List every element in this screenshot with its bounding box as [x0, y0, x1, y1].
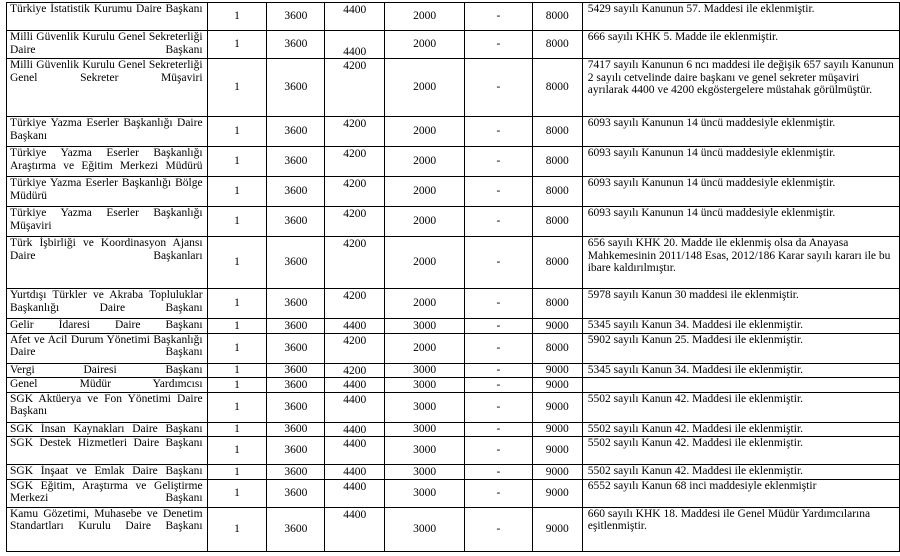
table-row	[7, 363, 900, 378]
dash-cell: -	[465, 507, 533, 551]
position-indicator-cell: 2000	[385, 147, 465, 177]
total-cell: 9000	[532, 507, 582, 551]
ek-indicator-cell: 4400	[325, 465, 385, 480]
position-indicator-cell: 3000	[385, 378, 465, 393]
table-row	[7, 378, 900, 393]
total-cell: 8000	[532, 289, 582, 319]
table-row	[7, 507, 900, 551]
indicator-cell: 3600	[267, 117, 325, 147]
count-cell: 1	[207, 207, 267, 237]
indicator-cell: 3600	[267, 59, 325, 117]
table-row	[7, 465, 900, 480]
table-row	[7, 333, 900, 363]
count-cell: 1	[207, 3, 267, 31]
ek-indicator-cell: 4200	[325, 289, 385, 319]
note-cell: 5502 sayılı Kanun 42. Maddesi ile eklenmiştir.	[582, 437, 899, 465]
dash-cell: -	[465, 289, 533, 319]
dash-cell: -	[465, 59, 533, 117]
note-cell: 5502 sayılı Kanun 42. Maddesi ile eklenmiştir.	[582, 465, 899, 480]
table-row	[7, 437, 900, 465]
note-cell	[582, 378, 899, 393]
table-row	[7, 289, 900, 319]
total-cell: 9000	[532, 437, 582, 465]
indicator-cell: 3600	[267, 177, 325, 207]
ek-indicator-cell: 4400	[325, 507, 385, 551]
ek-indicator-cell: 4200	[325, 237, 385, 289]
total-cell: 9000	[532, 319, 582, 334]
dash-cell: -	[465, 237, 533, 289]
indicator-cell: 3600	[267, 378, 325, 393]
position-title: Vergi Dairesi Başkanı	[7, 363, 208, 378]
total-cell: 8000	[532, 333, 582, 363]
indicator-cell: 3600	[267, 363, 325, 378]
position-indicator-cell: 2000	[385, 3, 465, 31]
indicator-cell: 3600	[267, 437, 325, 465]
table-row	[7, 31, 900, 59]
total-cell: 8000	[532, 3, 582, 31]
dash-cell: -	[465, 147, 533, 177]
ek-indicator-cell: 4400	[325, 3, 385, 31]
count-cell: 1	[207, 507, 267, 551]
position-indicator-cell: 3000	[385, 363, 465, 378]
count-cell: 1	[207, 363, 267, 378]
position-indicator-cell: 2000	[385, 117, 465, 147]
position-indicator-cell: 3000	[385, 437, 465, 465]
note-cell: 5345 sayılı Kanun 34. Maddesi ile eklenmiştir.	[582, 363, 899, 378]
position-title: SGK İnsan Kaynakları Daire Başkanı	[7, 422, 208, 437]
position-title: SGK Eğitim, Araştırma ve Geliştirme Merkezi Başkanı	[7, 479, 208, 507]
indicator-cell: 3600	[267, 392, 325, 422]
count-cell: 1	[207, 117, 267, 147]
indicator-cell: 3600	[267, 3, 325, 31]
count-cell: 1	[207, 333, 267, 363]
dash-cell: -	[465, 422, 533, 437]
position-indicator-cell: 2000	[385, 59, 465, 117]
position-title: Türkiye İstatistik Kurumu Daire Başkanı	[7, 3, 208, 31]
dash-cell: -	[465, 333, 533, 363]
position-title: SGK İnşaat ve Emlak Daire Başkanı	[7, 465, 208, 480]
total-cell: 8000	[532, 237, 582, 289]
total-cell: 9000	[532, 392, 582, 422]
table-row	[7, 147, 900, 177]
dash-cell: -	[465, 465, 533, 480]
note-cell: 5502 sayılı Kanun 42. Maddesi ile eklenmiştir.	[582, 422, 899, 437]
position-title: Afet ve Acil Durum Yönetimi Başkanlığı Daire Başkanı	[7, 333, 208, 363]
position-title: Milli Güvenlik Kurulu Genel Sekreterliği Genel Sekreter Müşaviri	[7, 59, 208, 117]
indicator-cell: 3600	[267, 507, 325, 551]
table-row	[7, 319, 900, 334]
dash-cell: -	[465, 31, 533, 59]
total-cell: 8000	[532, 31, 582, 59]
indicator-cell: 3600	[267, 31, 325, 59]
ek-indicator-cell: 4200	[325, 59, 385, 117]
total-cell: 8000	[532, 117, 582, 147]
dash-cell: -	[465, 378, 533, 393]
position-indicator-cell: 3000	[385, 392, 465, 422]
note-cell: 6093 sayılı Kanunun 14 üncü maddesiyle eklenmiştir.	[582, 117, 899, 147]
total-cell: 8000	[532, 59, 582, 117]
position-title: SGK Aktüerya ve Fon Yönetimi Daire Başkanı	[7, 392, 208, 422]
ek-indicator-cell: 4400	[325, 378, 385, 393]
indicator-cell: 3600	[267, 147, 325, 177]
note-cell: 7417 sayılı Kanunun 6 ncı maddesi ile değişik 657 sayılı Kanunun 2 sayılı cetvelinde daire başkanı ve genel sekreter müşaviri ayrılarak 4400 ve 4200 ekgöstergelere müstahak görülmüştür.	[582, 59, 899, 117]
note-cell: 656 sayılı KHK 20. Madde ile eklenmiş olsa da Anayasa Mahkemesinin 2011/148 Esas, 2012/186 Karar sayılı kararı ile bu ibare kaldırılmıştır.	[582, 237, 899, 289]
ek-indicator-cell: 4200	[325, 207, 385, 237]
dash-cell: -	[465, 479, 533, 507]
note-cell: 660 sayılı KHK 18. Maddesi ile Genel Müdür Yardımcılarına eşitlenmiştir.	[582, 507, 899, 551]
table-row	[7, 392, 900, 422]
table-row	[7, 237, 900, 289]
position-indicator-cell: 2000	[385, 207, 465, 237]
table-row	[7, 479, 900, 507]
count-cell: 1	[207, 177, 267, 207]
total-cell: 8000	[532, 147, 582, 177]
salary-table	[6, 2, 900, 552]
count-cell: 1	[207, 59, 267, 117]
table-row	[7, 207, 900, 237]
total-cell: 8000	[532, 207, 582, 237]
total-cell: 9000	[532, 363, 582, 378]
indicator-cell: 3600	[267, 465, 325, 480]
table-row	[7, 59, 900, 117]
position-indicator-cell: 3000	[385, 479, 465, 507]
indicator-cell: 3600	[267, 289, 325, 319]
position-indicator-cell: 2000	[385, 289, 465, 319]
table-row	[7, 422, 900, 437]
dash-cell: -	[465, 3, 533, 31]
dash-cell: -	[465, 117, 533, 147]
count-cell: 1	[207, 437, 267, 465]
ek-indicator-cell: 4400	[325, 392, 385, 422]
ek-indicator-cell: 4400	[325, 31, 385, 59]
dash-cell: -	[465, 177, 533, 207]
indicator-cell: 3600	[267, 479, 325, 507]
position-indicator-cell: 2000	[385, 333, 465, 363]
count-cell: 1	[207, 392, 267, 422]
position-title: Milli Güvenlik Kurulu Genel Sekreterliği Daire Başkanı	[7, 31, 208, 59]
dash-cell: -	[465, 319, 533, 334]
indicator-cell: 3600	[267, 319, 325, 334]
position-title: SGK Destek Hizmetleri Daire Başkanı	[7, 437, 208, 465]
ek-indicator-cell: 4200	[325, 333, 385, 363]
ek-indicator-cell: 4400	[325, 422, 385, 437]
table-row	[7, 117, 900, 147]
position-indicator-cell: 3000	[385, 507, 465, 551]
note-cell: 6093 sayılı Kanunun 14 üncü maddesiyle eklenmiştir.	[582, 177, 899, 207]
count-cell: 1	[207, 465, 267, 480]
table-body	[7, 3, 900, 552]
note-cell: 6093 sayılı Kanunun 14 üncü maddesiyle eklenmiştir.	[582, 207, 899, 237]
note-cell: 5902 sayılı Kanun 25. Maddesi ile eklenmiştir.	[582, 333, 899, 363]
count-cell: 1	[207, 237, 267, 289]
ek-indicator-cell: 4200	[325, 117, 385, 147]
position-indicator-cell: 2000	[385, 177, 465, 207]
position-title: Gelir İdaresi Daire Başkanı	[7, 319, 208, 334]
dash-cell: -	[465, 392, 533, 422]
ek-indicator-cell: 4200	[325, 363, 385, 378]
ek-indicator-cell: 4400	[325, 319, 385, 334]
total-cell: 9000	[532, 465, 582, 480]
position-title: Genel Müdür Yardımcısı	[7, 378, 208, 393]
indicator-cell: 3600	[267, 422, 325, 437]
count-cell: 1	[207, 289, 267, 319]
total-cell: 9000	[532, 479, 582, 507]
dash-cell: -	[465, 363, 533, 378]
note-cell: 5345 sayılı Kanun 34. Maddesi ile eklenmiştir.	[582, 319, 899, 334]
ek-indicator-cell: 4400	[325, 437, 385, 465]
position-indicator-cell: 2000	[385, 31, 465, 59]
note-cell: 5429 sayılı Kanunun 57. Maddesi ile eklenmiştir.	[582, 3, 899, 31]
position-indicator-cell: 3000	[385, 319, 465, 334]
dash-cell: -	[465, 437, 533, 465]
position-title: Kamu Gözetimi, Muhasebe ve Denetim Standartları Kurulu Daire Başkanı	[7, 507, 208, 551]
dash-cell: -	[465, 207, 533, 237]
indicator-cell: 3600	[267, 333, 325, 363]
position-title: Türkiye Yazma Eserler Başkanlığı Müşaviri	[7, 207, 208, 237]
note-cell: 5502 sayılı Kanun 42. Maddesi ile eklenmiştir.	[582, 392, 899, 422]
note-cell: 5978 sayılı Kanun 30 maddesi ile eklenmiştir.	[582, 289, 899, 319]
ek-indicator-cell: 4200	[325, 147, 385, 177]
ek-indicator-cell: 4200	[325, 177, 385, 207]
count-cell: 1	[207, 479, 267, 507]
position-indicator-cell: 3000	[385, 422, 465, 437]
note-cell: 6552 sayılı Kanun 68 inci maddesiyle eklenmiştir	[582, 479, 899, 507]
count-cell: 1	[207, 319, 267, 334]
position-indicator-cell: 3000	[385, 465, 465, 480]
ek-indicator-cell: 4400	[325, 479, 385, 507]
position-title: Türk İşbirliği ve Koordinasyon Ajansı Daire Başkanları	[7, 237, 208, 289]
count-cell: 1	[207, 422, 267, 437]
indicator-cell: 3600	[267, 207, 325, 237]
position-title: Yurtdışı Türkler ve Akraba Topluluklar Başkanlığı Daire Başkanı	[7, 289, 208, 319]
position-title: Türkiye Yazma Eserler Başkanlığı Bölge Müdürü	[7, 177, 208, 207]
note-cell: 6093 sayılı Kanunun 14 üncü maddesiyle eklenmiştir.	[582, 147, 899, 177]
position-title: Türkiye Yazma Eserler Başkanlığı Daire Başkanı	[7, 117, 208, 147]
position-indicator-cell: 2000	[385, 237, 465, 289]
table-row	[7, 177, 900, 207]
total-cell: 9000	[532, 378, 582, 393]
note-cell: 666 sayılı KHK 5. Madde ile eklenmiştir.	[582, 31, 899, 59]
total-cell: 9000	[532, 422, 582, 437]
count-cell: 1	[207, 147, 267, 177]
position-title: Türkiye Yazma Eserler Başkanlığı Araştırma ve Eğitim Merkezi Müdürü	[7, 147, 208, 177]
total-cell: 8000	[532, 177, 582, 207]
count-cell: 1	[207, 378, 267, 393]
indicator-cell: 3600	[267, 237, 325, 289]
count-cell: 1	[207, 31, 267, 59]
table-row	[7, 3, 900, 31]
